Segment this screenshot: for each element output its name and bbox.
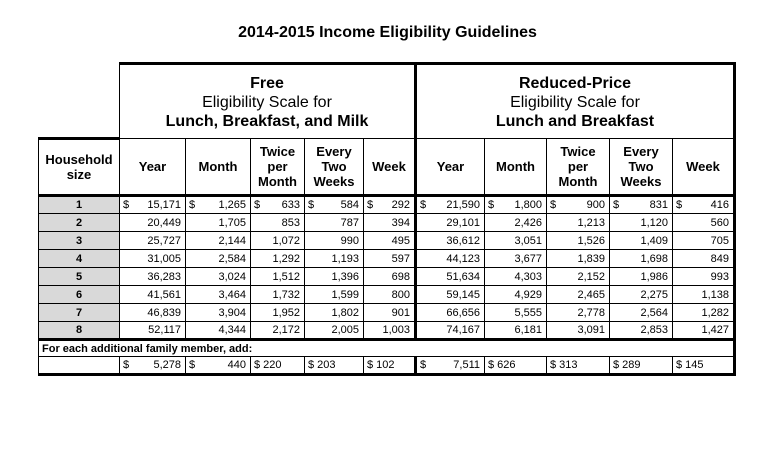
free-every-two-weeks-cell: 1,396 bbox=[305, 268, 364, 286]
free-month-cell: 1,705 bbox=[186, 214, 251, 232]
free-every-two-weeks-cell: 787 bbox=[305, 214, 364, 232]
free-month-cell: 4,344 bbox=[186, 322, 251, 340]
free-twice-per-month-cell: 1,292 bbox=[251, 250, 305, 268]
free-week-cell: 495 bbox=[364, 232, 416, 250]
reduced-every-two-weeks-cell: 2,275 bbox=[610, 286, 673, 304]
reduced-twice-per-month-cell: 2,465 bbox=[547, 286, 610, 304]
free-year-cell: 52,117 bbox=[120, 322, 186, 340]
currency-symbol: $ bbox=[308, 359, 315, 371]
currency-symbol: $ bbox=[189, 199, 196, 211]
reduced-month-cell: 3,051 bbox=[485, 232, 547, 250]
reduced-year-cell bbox=[416, 196, 485, 214]
additional-reduced-week-cell bbox=[673, 357, 735, 375]
cell-value: 313 bbox=[559, 359, 578, 371]
household-size-cell: 7 bbox=[39, 304, 120, 322]
additional-free-week-cell bbox=[364, 357, 416, 375]
free-year-cell bbox=[120, 196, 186, 214]
cell-value: 145 bbox=[685, 359, 704, 371]
cell-value: 1,265 bbox=[218, 199, 246, 211]
free-header-line3: Lunch, Breakfast, and Milk bbox=[165, 113, 369, 130]
cell-value: 7,511 bbox=[453, 359, 480, 371]
additional-reduced-year-cell bbox=[416, 357, 485, 375]
reduced-week-header: Week bbox=[673, 139, 735, 196]
additional-free-month-cell bbox=[186, 357, 251, 375]
cell-value: 633 bbox=[281, 199, 300, 211]
table-row bbox=[39, 268, 735, 286]
currency-symbol: $ bbox=[189, 359, 196, 371]
free-week-cell: 394 bbox=[364, 214, 416, 232]
reduced-month-header: Month bbox=[485, 139, 547, 196]
free-week-cell: 698 bbox=[364, 268, 416, 286]
currency-symbol: $ bbox=[613, 199, 620, 211]
free-every-two-weeks-header: Every Two Weeks bbox=[305, 139, 364, 196]
free-year-cell: 41,561 bbox=[120, 286, 186, 304]
free-month-cell: 2,144 bbox=[186, 232, 251, 250]
free-week-cell: 800 bbox=[364, 286, 416, 304]
reduced-every-two-weeks-cell bbox=[610, 196, 673, 214]
reduced-month-cell: 5,555 bbox=[485, 304, 547, 322]
reduced-week-cell: 993 bbox=[673, 268, 735, 286]
reduced-month-cell: 3,677 bbox=[485, 250, 547, 268]
cell-value: 21,590 bbox=[446, 199, 480, 211]
column-header-row bbox=[39, 139, 735, 196]
cell-value: 831 bbox=[649, 199, 668, 211]
household-size-cell: 1 bbox=[39, 196, 120, 214]
free-header-line2: Eligibility Scale for bbox=[202, 94, 332, 111]
free-twice-per-month-cell: 1,072 bbox=[251, 232, 305, 250]
reduced-twice-per-month-cell: 2,152 bbox=[547, 268, 610, 286]
free-every-two-weeks-cell: 1,802 bbox=[305, 304, 364, 322]
cell-value: 1,800 bbox=[514, 199, 542, 211]
additional-reduced-every-two-weeks-cell bbox=[610, 357, 673, 375]
cell-value: 289 bbox=[622, 359, 641, 371]
free-month-header: Month bbox=[186, 139, 251, 196]
cell-value: 584 bbox=[340, 199, 359, 211]
reduced-every-two-weeks-cell: 2,853 bbox=[610, 322, 673, 340]
table-row bbox=[39, 196, 735, 214]
additional-label-row bbox=[39, 340, 735, 357]
reduced-twice-per-month-cell: 1,526 bbox=[547, 232, 610, 250]
reduced-header-line2: Eligibility Scale for bbox=[510, 94, 640, 111]
currency-symbol: $ bbox=[123, 199, 130, 211]
reduced-header-line1: Reduced-Price bbox=[518, 75, 632, 92]
free-twice-per-month-cell: 1,952 bbox=[251, 304, 305, 322]
currency-symbol: $ bbox=[550, 199, 557, 211]
reduced-year-cell: 74,167 bbox=[416, 322, 485, 340]
free-group-header bbox=[120, 64, 416, 139]
currency-symbol: $ bbox=[676, 359, 683, 371]
reduced-week-cell: 705 bbox=[673, 232, 735, 250]
reduced-twice-per-month-cell: 2,778 bbox=[547, 304, 610, 322]
reduced-group-header bbox=[416, 64, 735, 139]
free-month-cell: 3,904 bbox=[186, 304, 251, 322]
free-month-cell: 2,584 bbox=[186, 250, 251, 268]
free-twice-per-month-cell: 1,732 bbox=[251, 286, 305, 304]
cell-value: 416 bbox=[710, 199, 729, 211]
currency-symbol: $ bbox=[613, 359, 620, 371]
free-year-cell: 36,283 bbox=[120, 268, 186, 286]
free-year-cell: 31,005 bbox=[120, 250, 186, 268]
blank-corner bbox=[39, 64, 120, 139]
cell-value: 626 bbox=[497, 359, 516, 371]
free-twice-per-month-cell: 853 bbox=[251, 214, 305, 232]
cell-value: 102 bbox=[376, 359, 395, 371]
reduced-month-cell: 2,426 bbox=[485, 214, 547, 232]
reduced-twice-per-month-cell: 1,839 bbox=[547, 250, 610, 268]
additional-free-every-two-weeks-cell bbox=[305, 357, 364, 375]
free-twice-per-month-cell: 2,172 bbox=[251, 322, 305, 340]
free-twice-per-month-cell bbox=[251, 196, 305, 214]
cell-value: 440 bbox=[227, 359, 246, 371]
reduced-year-cell: 36,612 bbox=[416, 232, 485, 250]
table-row bbox=[39, 286, 735, 304]
cell-value: 203 bbox=[317, 359, 336, 371]
reduced-every-two-weeks-cell: 1,986 bbox=[610, 268, 673, 286]
currency-symbol: $ bbox=[123, 359, 130, 371]
table-row bbox=[39, 322, 735, 340]
household-size-cell: 3 bbox=[39, 232, 120, 250]
reduced-month-cell: 4,929 bbox=[485, 286, 547, 304]
additional-free-year-cell bbox=[120, 357, 186, 375]
reduced-header-line3: Lunch and Breakfast bbox=[495, 113, 655, 130]
free-year-cell: 46,839 bbox=[120, 304, 186, 322]
currency-symbol: $ bbox=[420, 199, 427, 211]
free-year-header: Year bbox=[120, 139, 186, 196]
currency-symbol: $ bbox=[308, 199, 315, 211]
reduced-month-cell: 4,303 bbox=[485, 268, 547, 286]
reduced-every-two-weeks-cell: 2,564 bbox=[610, 304, 673, 322]
reduced-year-cell: 44,123 bbox=[416, 250, 485, 268]
free-week-cell: 1,003 bbox=[364, 322, 416, 340]
reduced-twice-per-month-cell bbox=[547, 196, 610, 214]
table-row bbox=[39, 304, 735, 322]
free-twice-per-month-cell: 1,512 bbox=[251, 268, 305, 286]
additional-blank-cell bbox=[39, 357, 120, 375]
household-size-cell: 5 bbox=[39, 268, 120, 286]
reduced-week-cell bbox=[673, 196, 735, 214]
cell-value: 292 bbox=[391, 199, 410, 211]
reduced-week-cell: 560 bbox=[673, 214, 735, 232]
additional-reduced-twice-per-month-cell bbox=[547, 357, 610, 375]
free-month-cell bbox=[186, 196, 251, 214]
household-size-cell: 8 bbox=[39, 322, 120, 340]
document-title: 2014-2015 Income Eligibility Guidelines bbox=[238, 24, 537, 41]
reduced-every-two-weeks-cell: 1,409 bbox=[610, 232, 673, 250]
reduced-year-cell: 29,101 bbox=[416, 214, 485, 232]
free-week-cell: 901 bbox=[364, 304, 416, 322]
household-size-cell: 6 bbox=[39, 286, 120, 304]
currency-symbol: $ bbox=[254, 199, 261, 211]
reduced-year-cell: 59,145 bbox=[416, 286, 485, 304]
currency-symbol: $ bbox=[488, 359, 495, 371]
free-every-two-weeks-cell bbox=[305, 196, 364, 214]
reduced-year-header: Year bbox=[416, 139, 485, 196]
reduced-week-cell: 1,138 bbox=[673, 286, 735, 304]
table-row bbox=[39, 250, 735, 268]
reduced-every-two-weeks-cell: 1,120 bbox=[610, 214, 673, 232]
reduced-week-cell: 849 bbox=[673, 250, 735, 268]
currency-symbol: $ bbox=[550, 359, 557, 371]
free-every-two-weeks-cell: 990 bbox=[305, 232, 364, 250]
additional-member-row bbox=[39, 357, 735, 375]
data-rows bbox=[39, 196, 735, 340]
cell-value: 15,171 bbox=[147, 199, 181, 211]
reduced-twice-per-month-cell: 3,091 bbox=[547, 322, 610, 340]
free-week-header: Week bbox=[364, 139, 416, 196]
currency-symbol: $ bbox=[367, 359, 374, 371]
reduced-every-two-weeks-header: Every Two Weeks bbox=[610, 139, 673, 196]
income-eligibility-table bbox=[38, 62, 736, 376]
additional-free-twice-per-month-cell bbox=[251, 357, 305, 375]
currency-symbol: $ bbox=[420, 359, 427, 371]
household-size-cell: 2 bbox=[39, 214, 120, 232]
additional-reduced-month-cell bbox=[485, 357, 547, 375]
reduced-every-two-weeks-cell: 1,698 bbox=[610, 250, 673, 268]
reduced-twice-per-month-cell: 1,213 bbox=[547, 214, 610, 232]
free-every-two-weeks-cell: 1,599 bbox=[305, 286, 364, 304]
free-every-two-weeks-cell: 1,193 bbox=[305, 250, 364, 268]
household-size-header: Household size bbox=[39, 139, 120, 196]
free-year-cell: 25,727 bbox=[120, 232, 186, 250]
free-week-cell: 597 bbox=[364, 250, 416, 268]
household-size-cell: 4 bbox=[39, 250, 120, 268]
free-header-line1: Free bbox=[250, 75, 284, 92]
currency-symbol: $ bbox=[676, 199, 683, 211]
reduced-week-cell: 1,427 bbox=[673, 322, 735, 340]
cell-value: 220 bbox=[263, 359, 282, 371]
free-twice-per-month-header: Twice per Month bbox=[251, 139, 305, 196]
free-week-cell bbox=[364, 196, 416, 214]
reduced-week-cell: 1,282 bbox=[673, 304, 735, 322]
reduced-month-cell: 6,181 bbox=[485, 322, 547, 340]
group-header-row bbox=[39, 64, 735, 139]
currency-symbol: $ bbox=[488, 199, 495, 211]
free-month-cell: 3,464 bbox=[186, 286, 251, 304]
cell-value: 5,278 bbox=[153, 359, 181, 371]
free-year-cell: 20,449 bbox=[120, 214, 186, 232]
additional-member-label: For each additional family member, add: bbox=[39, 340, 735, 357]
free-month-cell: 3,024 bbox=[186, 268, 251, 286]
reduced-twice-per-month-header: Twice per Month bbox=[547, 139, 610, 196]
currency-symbol: $ bbox=[367, 199, 374, 211]
reduced-year-cell: 66,656 bbox=[416, 304, 485, 322]
table-row bbox=[39, 232, 735, 250]
currency-symbol: $ bbox=[254, 359, 261, 371]
reduced-year-cell: 51,634 bbox=[416, 268, 485, 286]
cell-value: 900 bbox=[586, 199, 605, 211]
table-row bbox=[39, 214, 735, 232]
reduced-month-cell bbox=[485, 196, 547, 214]
free-every-two-weeks-cell: 2,005 bbox=[305, 322, 364, 340]
